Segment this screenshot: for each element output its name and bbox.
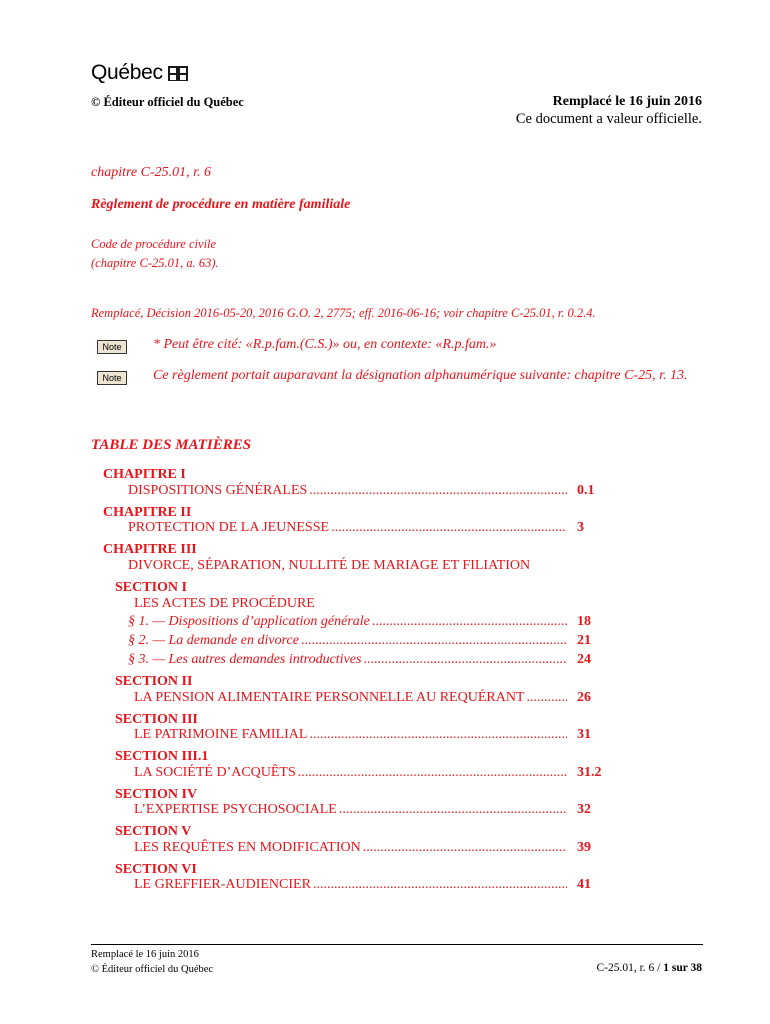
toc-page-number[interactable]: 18 (577, 614, 591, 629)
toc-page-number[interactable]: 41 (577, 877, 591, 892)
note-citation (97, 337, 497, 354)
code-line-2: (chapitre C-25.01, a. 63). (91, 256, 219, 270)
toc-section-heading[interactable]: SECTION I (115, 580, 187, 595)
toc-entry-label: LA SOCIÉTÉ D’ACQUÊTS (134, 765, 296, 780)
footer-page-number: 1 sur 38 (663, 962, 702, 974)
toc-entry[interactable] (128, 614, 569, 630)
leader-dots (363, 840, 567, 856)
footer-page-info (596, 962, 702, 974)
document-status (516, 94, 702, 128)
toc-chapter-heading[interactable]: CHAPITRE II (103, 505, 192, 520)
leader-dots (526, 690, 567, 706)
toc-page-number[interactable]: 3 (577, 520, 584, 535)
toc-section-heading[interactable]: SECTION III.1 (115, 749, 209, 764)
toc-entry-label: § 3. — Les autres demandes introductives (128, 652, 362, 667)
toc-entry-label: § 1. — Dispositions d’application générale (128, 614, 370, 629)
leader-dots (372, 614, 567, 630)
toc-entry[interactable] (134, 802, 569, 818)
toc-entry[interactable] (128, 520, 569, 536)
toc-page-number[interactable]: 26 (577, 690, 591, 705)
fleur-de-lis-flag-icon (168, 66, 188, 81)
footer-divider (91, 944, 703, 945)
toc-entry-label: LE PATRIMOINE FAMILIAL (134, 727, 308, 742)
footer-left (91, 948, 213, 977)
toc-section-heading[interactable]: SECTION III (115, 712, 198, 727)
toc-entry[interactable] (134, 840, 569, 856)
toc-entry-label: DISPOSITIONS GÉNÉRALES (128, 483, 308, 498)
leader-dots (298, 765, 567, 781)
toc-section-heading[interactable]: SECTION IV (115, 787, 198, 802)
toc-entry[interactable] (134, 765, 569, 781)
toc-chapter-heading[interactable]: CHAPITRE I (103, 467, 186, 482)
toc-page-number[interactable]: 21 (577, 633, 591, 648)
toc-entry[interactable] (128, 652, 569, 668)
chapter-reference: chapitre C-25.01, r. 6 (91, 165, 212, 180)
toc-entry[interactable] (134, 727, 569, 743)
leader-dots (363, 652, 567, 668)
leader-dots (331, 520, 567, 536)
toc-title: TABLE DES MATIÈRES (91, 437, 252, 453)
replacement-notice: Remplacé, Décision 2016-05-20, 2016 G.O. 2, 2775; eff. 2016-06-16; voir chapitre C-25.01, r. 0.2.4. (91, 306, 596, 320)
footer-status: Remplacé le 16 juin 2016 (91, 949, 199, 960)
toc-section-title[interactable]: LES ACTES DE PROCÉDURE (134, 596, 315, 611)
enabling-statute (91, 235, 219, 273)
toc-entry-label: L’EXPERTISE PSYCHOSOCIALE (134, 802, 337, 817)
leader-dots (339, 802, 567, 818)
toc-entry[interactable] (128, 633, 569, 649)
toc-entry-label: § 2. — La demande en divorce (128, 633, 299, 648)
toc-page-number[interactable]: 24 (577, 652, 591, 667)
footer-publisher: © Éditeur officiel du Québec (91, 963, 214, 975)
replaced-date: Remplacé le 16 juin 2016 (552, 94, 702, 109)
code-line-1: Code de procédure civile (91, 237, 217, 251)
leader-dots (309, 727, 567, 743)
note-icon[interactable]: Note (97, 340, 127, 354)
quebec-logo (91, 61, 188, 85)
toc-entry-label: LES REQUÊTES EN MODIFICATION (134, 840, 361, 855)
toc-entry[interactable] (128, 483, 569, 499)
note-text: Ce règlement portait auparavant la désignation alphanumérique suivante: chapitre C-25, r. 13. (153, 368, 688, 383)
leader-dots (309, 483, 567, 499)
note-former-designation (97, 368, 688, 385)
toc-page-number[interactable]: 31 (577, 727, 591, 742)
toc-entry-label: PROTECTION DE LA JEUNESSE (128, 520, 330, 535)
toc-section-heading[interactable]: SECTION II (115, 674, 193, 689)
toc-entry-label: LA PENSION ALIMENTAIRE PERSONNELLE AU REQUÉRANT (134, 690, 525, 705)
logo-wordmark: Québec (91, 61, 163, 84)
toc-page-number[interactable]: 0.1 (577, 483, 595, 498)
footer-doc-ref: C-25.01, r. 6 / (596, 962, 664, 974)
toc-entry[interactable] (134, 690, 569, 706)
toc-chapter-heading[interactable]: CHAPITRE III (103, 542, 197, 557)
note-text: * Peut être cité: «R.p.fam.(C.S.)» ou, en contexte: «R.p.fam.» (153, 337, 497, 352)
publisher-label: © Éditeur officiel du Québec (91, 95, 244, 109)
toc-entry-label: LE GREFFIER-AUDIENCIER (134, 877, 311, 892)
leader-dots (301, 633, 567, 649)
toc-chapter-title[interactable]: DIVORCE, SÉPARATION, NULLITÉ DE MARIAGE ET FILIATION (128, 558, 531, 573)
note-icon[interactable]: Note (97, 371, 127, 385)
toc-entry[interactable] (134, 877, 569, 893)
toc-section-heading[interactable]: SECTION VI (115, 862, 197, 877)
toc-page-number[interactable]: 39 (577, 840, 591, 855)
leader-dots (313, 877, 567, 893)
toc-page-number[interactable]: 32 (577, 802, 591, 817)
regulation-title: Règlement de procédure en matière familiale (91, 197, 351, 212)
validity-note: Ce document a valeur officielle. (515, 111, 702, 127)
toc-page-number[interactable]: 31.2 (577, 765, 602, 780)
toc-section-heading[interactable]: SECTION V (115, 824, 192, 839)
